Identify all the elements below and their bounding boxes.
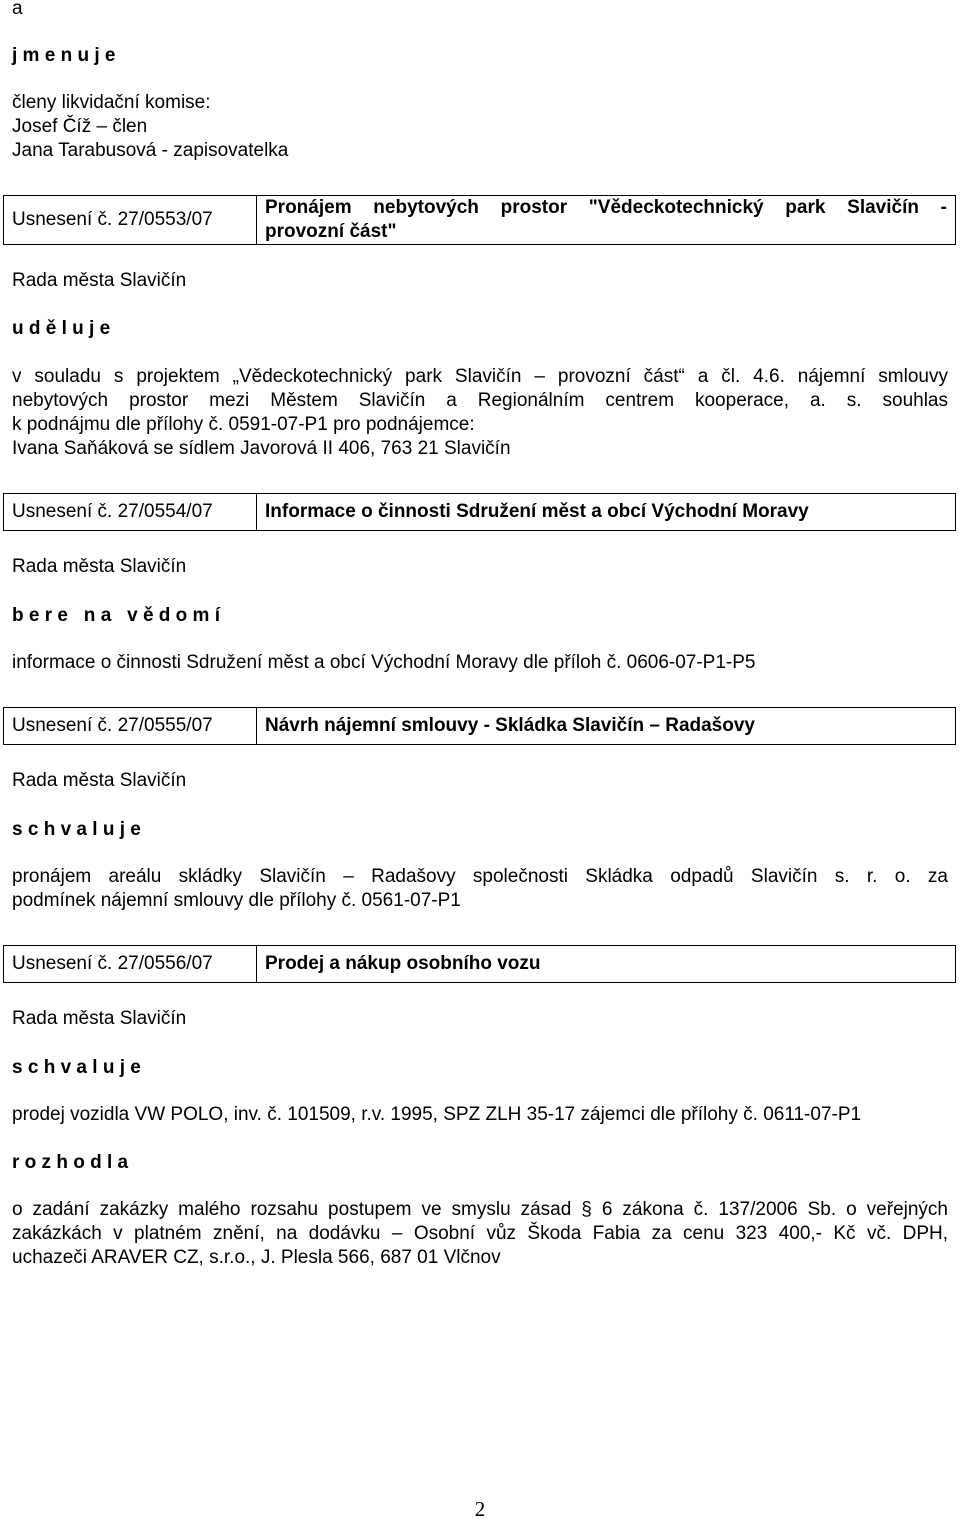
resolution-text-line1: v souladu s projektem „Vědeckotechnický park Slavičín – provozní část“ a čl. 4.6. nájemní smlouvy [12,366,948,387]
intro-line3: Jana Tarabusová - zapisovatelka [12,140,289,161]
intro-line2: Josef Číž – člen [12,116,148,137]
council-name: Rada města Slavičín [12,556,187,577]
resolution-text2-line1: o zadání zakázky malého rozsahu postupem ve smyslu zásad § 6 zákona č. 137/2006 Sb. o veřejných [12,1199,948,1220]
resolution-text2-line2: zakázkách v platném znění, na dodávku – Osobní vůz Škoda Fabia za cenu 323 400,- Kč vč. DPH, [12,1223,948,1244]
intro-a: a [12,0,23,19]
resolution-number: Usnesení č. 27/0555/07 [4,708,257,745]
resolution-title [257,196,956,245]
resolution-header-0556 [3,945,956,983]
resolution-header-0555 [3,707,956,745]
resolution-text-line1: prodej vozidla VW POLO, inv. č. 101509, r.v. 1995, SPZ ZLH 35-17 zájemci dle přílohy č. 0611-07-P1 [12,1104,862,1125]
resolution-number: Usnesení č. 27/0556/07 [4,946,257,983]
resolution-title-line2: provozní část" [265,221,397,242]
council-name: Rada města Slavičín [12,1008,187,1029]
council-name: Rada města Slavičín [12,770,187,791]
intro-verb: j m e n u j e [12,45,116,66]
resolution-text-line4: Ivana Saňáková se sídlem Javorová II 406, 763 21 Slavičín [12,438,511,459]
page-number: 2 [474,1497,486,1521]
resolution-verb: s c h v a l u j e [12,819,141,840]
resolution-number: Usnesení č. 27/0554/07 [4,494,257,531]
resolution-verb: s c h v a l u j e [12,1057,141,1078]
resolution-header-0553 [3,195,956,245]
resolution-verb: u d ě l u j e [12,318,111,339]
resolution-text-line1: informace o činnosti Sdružení měst a obcí Východní Moravy dle příloh č. 0606-07-P1-P5 [12,652,756,673]
resolution-title-line1: Pronájem nebytových prostor "Vědeckotechnický park Slavičín - [265,197,947,218]
resolution-title: Návrh nájemní smlouvy - Skládka Slavičín – Radašovy [257,708,956,745]
resolution-text-line2: podmínek nájemní smlouvy dle přílohy č. 0561-07-P1 [12,890,461,911]
resolution-title: Informace o činnosti Sdružení měst a obcí Východní Moravy [257,494,956,531]
intro-line1: členy likvidační komise: [12,92,211,113]
council-name: Rada města Slavičín [12,270,187,291]
resolution-text2-line3: uchazeči ARAVER CZ, s.r.o., J. Plesla 566, 687 01 Vlčnov [12,1247,501,1268]
resolution-text-line2: nebytových prostor mezi Městem Slavičín a Regionálním centrem kooperace, a. s. souhlas [12,390,948,411]
resolution-text-line1: pronájem areálu skládky Slavičín – Radašovy společnosti Skládka odpadů Slavičín s. r. o. za [12,866,948,887]
resolution-verb2: r o z h o d l a [12,1152,129,1173]
resolution-verb: b e r e n a v ě d o m í [12,605,221,626]
resolution-number: Usnesení č. 27/0553/07 [4,196,257,245]
resolution-text-line3: k podnájmu dle přílohy č. 0591-07-P1 pro podnájemce: [12,414,475,435]
resolution-title: Prodej a nákup osobního vozu [257,946,956,983]
resolution-header-0554 [3,493,956,531]
